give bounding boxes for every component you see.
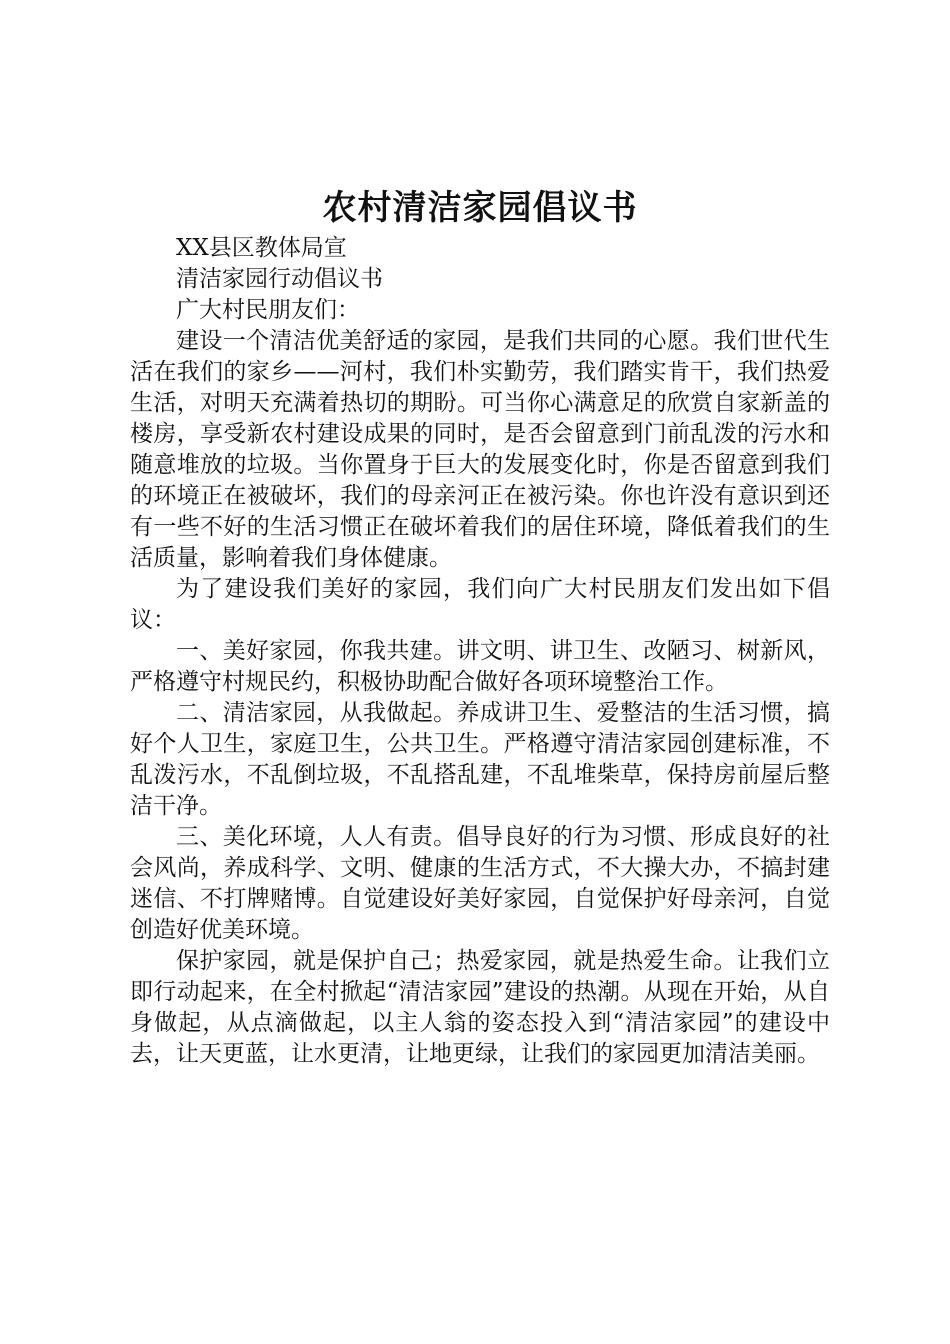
document-body <box>130 233 830 1070</box>
proposal-item-1: 一、美好家园，你我共建。讲文明、讲卫生、改陋习、树新风，严格遵守村规民约，积极协助配合做好各项环境整治工作。 <box>130 638 830 695</box>
document-title: 农村清洁家园倡议书 <box>322 188 638 228</box>
body-paragraph: 建设一个清洁优美舒适的家园，是我们共同的心愿。我们世代生活在我们的家乡——河村，我们朴实勤劳，我们踏实肯干，我们热爱生活，对明天充满着热切的期盼。可当你心满意足的欣赏自家新盖的楼房，享受新农村建设成果的同时，是否会留意到门前乱泼的污水和随意堆放的垃圾。当你置身于巨大的发展变化时，你是否留意到我们的环境正在被破坏，我们的母亲河正在被污染。你也许没有意识到还有一些不好的生活习惯正在破坏着我们的居住环境，降低着我们的生活质量，影响着我们身体健康。 <box>130 328 830 571</box>
issuer-line: XX县区教体局宣 <box>176 235 347 261</box>
closing-paragraph: 保护家园，就是保护自己；热爱家园，就是热爱生命。让我们立即行动起来，在全村掀起“清洁家园”建设的热潮。从现在开始，从自身做起，从点滴做起，以主人翁的姿态投入到“清洁家园”的建设中去，让天更蓝，让水更清，让地更绿，让我们的家园更加清洁美丽。 <box>130 948 830 1067</box>
body-paragraph: 为了建设我们美好的家园，我们向广大村民朋友们发出如下倡议： <box>130 576 830 633</box>
proposal-item-3: 三、美化环境，人人有责。倡导良好的行为习惯、形成良好的社会风尚，养成科学、文明、健康的生活方式，不大操大办，不搞封建迷信、不打牌赌博。自觉建设好美好家园，自觉保护好母亲河，自觉创造好优美环境。 <box>130 824 830 943</box>
proposal-item-2: 二、清洁家园，从我做起。养成讲卫生、爱整洁的生活习惯，搞好个人卫生，家庭卫生，公共卫生。严格遵守清洁家园创建标准，不乱泼污水，不乱倒垃圾，不乱搭乱建，不乱堆柴草，保持房前屋后整洁干净。 <box>130 700 830 819</box>
subtitle-line: 清洁家园行动倡议书 <box>176 266 383 292</box>
salutation: 广大村民朋友们： <box>176 297 360 323</box>
